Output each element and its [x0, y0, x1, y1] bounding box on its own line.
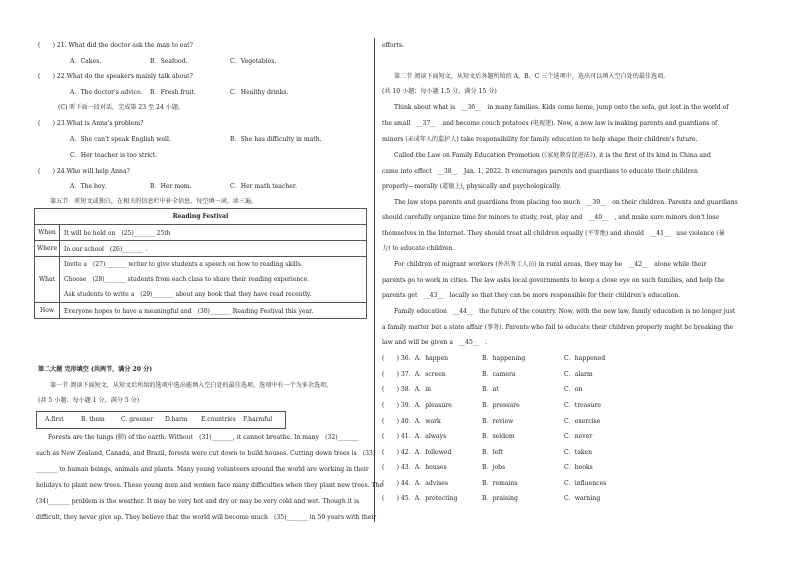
- option-b: B．happening: [482, 355, 526, 362]
- passage-line: properly—morally (道德上), physically and psychologically.: [382, 183, 562, 190]
- option-c: C．taken: [564, 449, 593, 456]
- option-row-36: ( ) 36．A．happen: [382, 355, 449, 362]
- row-label-when: When: [35, 225, 60, 241]
- passage-line: minors (未成年人的监护人) take responsibility for family education to help shape their children's future.: [382, 136, 698, 143]
- option-c: C．happened: [564, 355, 606, 362]
- passage-line: 力) to educate children.: [382, 245, 455, 252]
- passage-line: parents go to work in cities. The law asks local governments to keep a close eye on such families, and help the: [382, 277, 725, 284]
- option-row-37: ( ) 37．A．screen: [382, 371, 446, 378]
- option-a: A．The doctor's advice.: [70, 89, 143, 96]
- question-24: [38, 168, 130, 176]
- what-line-3: Ask students to write a (29)_______ about any book that they have read recently.: [64, 291, 312, 298]
- option-row-44: ( ) 44．A．advises: [382, 480, 449, 487]
- row-label-how: How: [35, 303, 60, 319]
- part-2-instruction-score: (共 5 小题；每小题 1 分，满分 5 分): [38, 397, 140, 404]
- row-value-how: Everyone hopes to have a meaningful and (30)_______ Reading Festival this year.: [60, 303, 367, 319]
- passage-line: For children of migrant workers (外出务工人员) in rural areas, they may be __42__ alone while their: [394, 261, 707, 268]
- option-row-42: ( ) 42．A．followed: [382, 449, 452, 456]
- word-option-f: F.harmful: [243, 416, 273, 423]
- section-2-heading: 第二节 阅读下面短文，从短文后各题所给的 A、B、C 三个选项中，选出可以填入空白处的最佳选项。: [394, 73, 670, 80]
- option-c: C．alarm: [564, 371, 593, 378]
- option-c: C．Her teacher is too strict.: [70, 152, 157, 159]
- section-5-heading: 第五节 听短文或独白，在相关的信息栏中补全信息，每空填一词。读三遍。: [50, 198, 258, 205]
- row-value-what: [60, 257, 367, 303]
- passage-line: _______ to human beings, animals and plants. Many young volunteers around the world are working in their: [36, 466, 369, 473]
- option-b: B．pressure: [482, 402, 520, 409]
- option-c: C．on: [564, 386, 583, 393]
- passage-end: efforts.: [382, 42, 405, 49]
- passage-line: Family education __44__ the future of the country. Now, with the new law, family education is no longer just: [394, 308, 736, 315]
- word-option-b: B. them: [81, 416, 105, 423]
- passage-line: such as New Zealand, Canada, and Brazil, forests were cut down to build houses. Cutting down trees is (33): [36, 450, 376, 457]
- reading-festival-table: [34, 208, 367, 319]
- option-c: C．influences: [564, 480, 607, 487]
- passage-line: (34)_______ problem is the weather. It may be very hot and dry or may be very cold and wet. Though it is: [36, 498, 360, 505]
- question-text: 23.What is Anna's problem?: [56, 120, 144, 127]
- option-c: C．books: [564, 464, 593, 471]
- option-c: C．Her math teacher.: [230, 183, 298, 190]
- table-title: Reading Festival: [35, 209, 367, 225]
- option-b: B．camera: [482, 371, 516, 378]
- answer-bracket: ( ): [38, 120, 55, 127]
- question-text: 21. What did the doctor ask the man to eat?: [56, 42, 193, 49]
- option-a: A．She can't speak English well.: [70, 136, 171, 143]
- option-row-43: ( ) 43．A．houses: [382, 464, 447, 471]
- option-b: B．at: [482, 386, 499, 393]
- option-a: A．Cakes.: [70, 58, 102, 65]
- option-b: B．Fresh fruit.: [150, 89, 196, 96]
- passage-line: Forests are the lungs (肺) of the earth. Without (31)_______, it cannot breathe. In many (32)_______: [48, 434, 359, 441]
- what-line-2: Choose (28)_______ students from each class to share their reading experience.: [64, 276, 310, 283]
- passage-line: Think about what is __36__ in many families. Kids come home, jump onto the sofa, get lost in the world of: [394, 104, 729, 111]
- option-b: B．review: [482, 418, 514, 425]
- row-value-where: In our school (26)_______ .: [60, 241, 367, 257]
- passage-line: The law stops parents and guardians from placing too much __39__ on their children. Parents and guardians: [394, 199, 738, 206]
- passage-line: themselves in the Internet. They should treat all children equally (平等地) and should __41__ use violence (暴: [382, 230, 725, 237]
- word-option-a: A.first: [45, 416, 64, 423]
- question-23: [38, 120, 143, 128]
- word-option-e: E.countries: [201, 416, 236, 423]
- instruction-c: (C) 听下面一段对话，完成第 23 至 24 小题。: [58, 104, 185, 111]
- answer-bracket: ( ): [38, 168, 55, 175]
- word-option-d: D.harm: [165, 416, 188, 423]
- option-b: B．seldom: [482, 433, 515, 440]
- passage-line: difficult, they never give up. They believe that the world will become much (35)_______ in 50 years with their: [36, 514, 377, 521]
- option-b: B．She has difficulty in math.: [230, 136, 322, 143]
- option-row-39: ( ) 39．A．pleasure: [382, 402, 452, 409]
- option-c: C．exercise: [564, 418, 601, 425]
- question-text: 24.Who will help Anna?: [56, 168, 130, 175]
- option-b: B．Seafood.: [150, 58, 188, 65]
- option-row-38: ( ) 38．A．in: [382, 386, 432, 393]
- part-2-title: 第二大题 完形填空 (共两节，满分 20 分): [38, 366, 153, 373]
- word-option-c: C. greener: [121, 416, 154, 423]
- word-bank-box: [36, 411, 286, 429]
- passage-line: came into effect __38__ Jan. 1, 2022. It encourages parents and guardians to educate their children: [382, 168, 698, 175]
- option-row-40: ( ) 40．A．work: [382, 418, 441, 425]
- passage-line: Called the Law on Family Education Promotion (《家庭教育促进法》), it is the first of its kind in China and: [394, 152, 711, 159]
- option-b: B．Her mom.: [150, 183, 192, 190]
- option-c: C．Healthy drinks.: [230, 89, 289, 96]
- row-label-where: Where: [35, 241, 60, 257]
- passage-line: should carefully organize time for minors to study, rest, play and __40__ , and make sure minors don't lose: [382, 214, 720, 221]
- row-label-what: What: [35, 257, 60, 303]
- answer-bracket: ( ): [38, 42, 55, 49]
- option-c: C．never: [564, 433, 593, 440]
- question-text: 22.What do the speakers mainly talk about?: [56, 73, 193, 80]
- option-c: C．Vegetables.: [230, 58, 277, 65]
- question-21: [38, 42, 193, 50]
- option-b: B．jobs: [482, 464, 506, 471]
- option-b: B．remains: [482, 480, 518, 487]
- option-row-45: ( ) 45．A．protecting: [382, 495, 458, 502]
- question-22: [38, 73, 193, 81]
- what-line-1: Invite a (27)_______ writer to give students a speech on how to reading skills.: [64, 261, 303, 268]
- passage-line: the small __37__ and become couch potatoes (电视迷). Now, a new law is making parents and guardians of: [382, 120, 718, 127]
- passage-line: law and will be given a __45__ .: [382, 339, 488, 346]
- row-value-when: It will be held on (25)_______ 25th: [60, 225, 367, 241]
- option-row-41: ( ) 41．A．always: [382, 433, 447, 440]
- section-2-score: (共 10 小题；每小题 1.5 分，满分 15 分): [382, 88, 497, 95]
- part-2-instruction: 第一节 阅读下面短文，从短文后所给的选项中选出能填入空白处的最佳选项。选项中有一个为多余选项。: [50, 382, 333, 389]
- option-b: B．left: [482, 449, 503, 456]
- passage-line: holidays to plant new trees. These young men and women face many difficulties when they plant new trees. The: [36, 482, 384, 489]
- option-b: B．praising: [482, 495, 518, 502]
- answer-bracket: ( ): [38, 73, 55, 80]
- passage-line: parents get __43__ locally so that they can be more responsible for their children's education.: [382, 292, 681, 299]
- option-c: C．warning: [564, 495, 601, 502]
- passage-line: a family matter but a state affair (事务). Parents who fail to educate their children properly might be breaking the: [382, 324, 734, 331]
- option-c: C．treasure: [564, 402, 601, 409]
- option-a: A．The boy.: [70, 183, 107, 190]
